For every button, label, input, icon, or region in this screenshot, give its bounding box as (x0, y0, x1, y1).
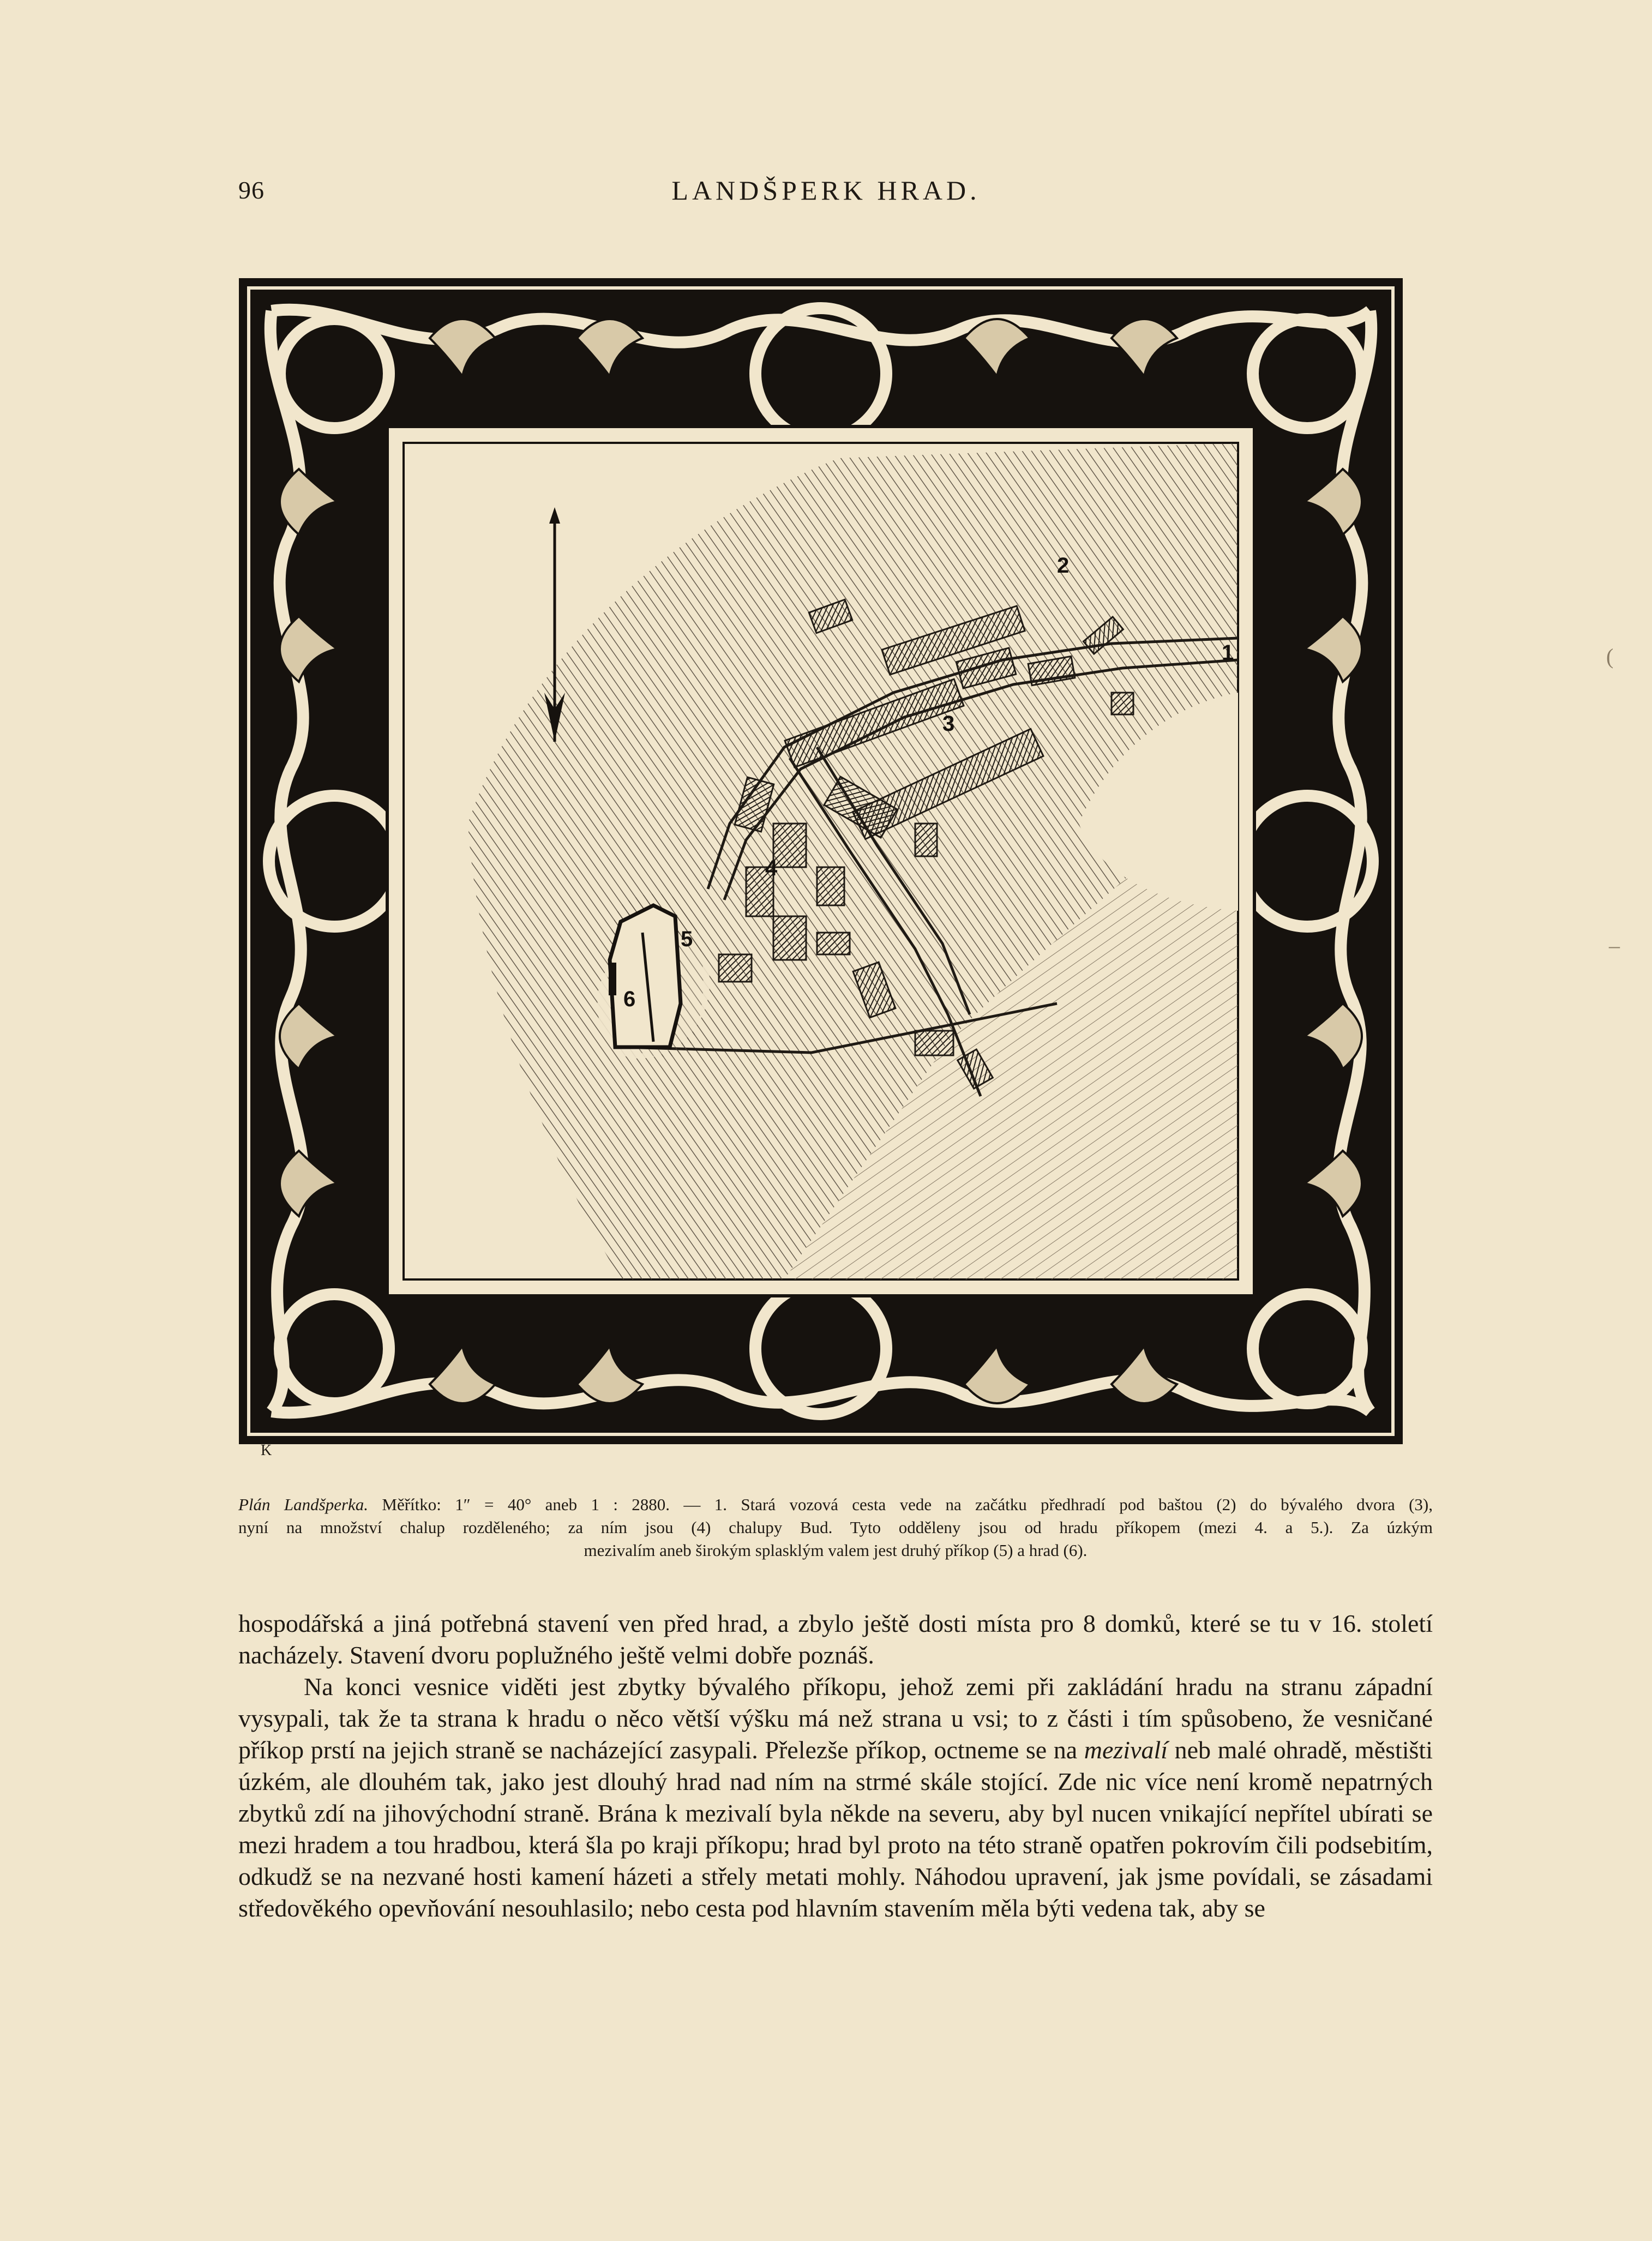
body-text (238, 1608, 1433, 1924)
margin-mark-mid: – (1609, 933, 1620, 958)
map-label-3: 3 (942, 712, 955, 736)
page-number: 96 (238, 176, 265, 204)
map-label-5: 5 (681, 927, 693, 951)
map-plate (239, 278, 1403, 1444)
paragraph-2-part-a: Na konci vesnice viděti jest zbytky bývalého příkopu, jehož zemi při zakládání hradu na stranu západní vysypali, tak že ta strana k hradu o něco větší výšku má než strana u vsi; to z části i tím spůsobeno, že vesničané příkop prstí na jejich straně se nacházející zasypali. Přelezše příkop, octneme se na (238, 1673, 1433, 1764)
caption-title: Plán Landšperka. (238, 1495, 369, 1514)
caption-line-1 (238, 1493, 1433, 1516)
map-label-4: 4 (765, 856, 778, 880)
engraver-mark: K (261, 1442, 272, 1459)
margin-mark-top: ( (1606, 644, 1614, 669)
paragraph-2-part-b: neb malé ohradě, městišti úzkém, ale dlouhém tak, jako jest dlouhý hrad nad ním na strmé skále stojící. Zde nic více není kromě nepatrných zbytků zdí na jihovýchodní straně. Brána k mezivalí byla někde na severu, aby byl nucen vnikající nepřítel ubírati se mezi hradem a tou hradbou, která šla po kraji příkopu; hrad byl proto na této straně opatřen pokrovím čili podsebitím, odkudž se na nezvané hosti kamení házeti a střely metati mohly. Náhodou upravení, jak jsme povídali, se zásadami středověkého opevňování nesouhlasilo; nebo cesta pod hlavním stavením měla býti vedena tak, aby se (238, 1736, 1433, 1922)
paragraph-1: hospodářská a jiná potřebná stavení ven před hrad, a zbylo ještě dosti místa pro 8 domků, které se tu v 16. století nacházely. Stavení dvoru poplužného ještě velmi dobře poznáš. (238, 1609, 1433, 1669)
figure-caption (238, 1493, 1433, 1562)
caption-line-3: mezivalím aneb širokým splasklým valem jest druhý příkop (5) a hrad (6). (584, 1541, 1088, 1560)
caption-line-2: nyní na množství chalup rozděleného; za ním jsou (4) chalupy Bud. Tyto odděleny jsou od hradu příkopem (mezi 4. a 5.). Za úzkým (238, 1518, 1433, 1537)
running-title: LANDŠPERK HRAD. (671, 175, 981, 206)
emphasis-mezivali: mezivalí (1084, 1736, 1168, 1764)
castle-outline (608, 894, 703, 1057)
map-label-1: 1 (1222, 641, 1234, 665)
map-label-2: 2 (1057, 554, 1070, 578)
paragraph-2 (238, 1671, 1433, 1924)
map-label-6: 6 (623, 987, 636, 1011)
castle-plan-illustration (239, 278, 1403, 1444)
caption-line-1-text: Měřítko: 1″ = 40° aneb 1 : 2880. — 1. Stará vozová cesta vede na začátku předhradí pod baštou (2) do bývalého dvora (3), (382, 1495, 1433, 1514)
